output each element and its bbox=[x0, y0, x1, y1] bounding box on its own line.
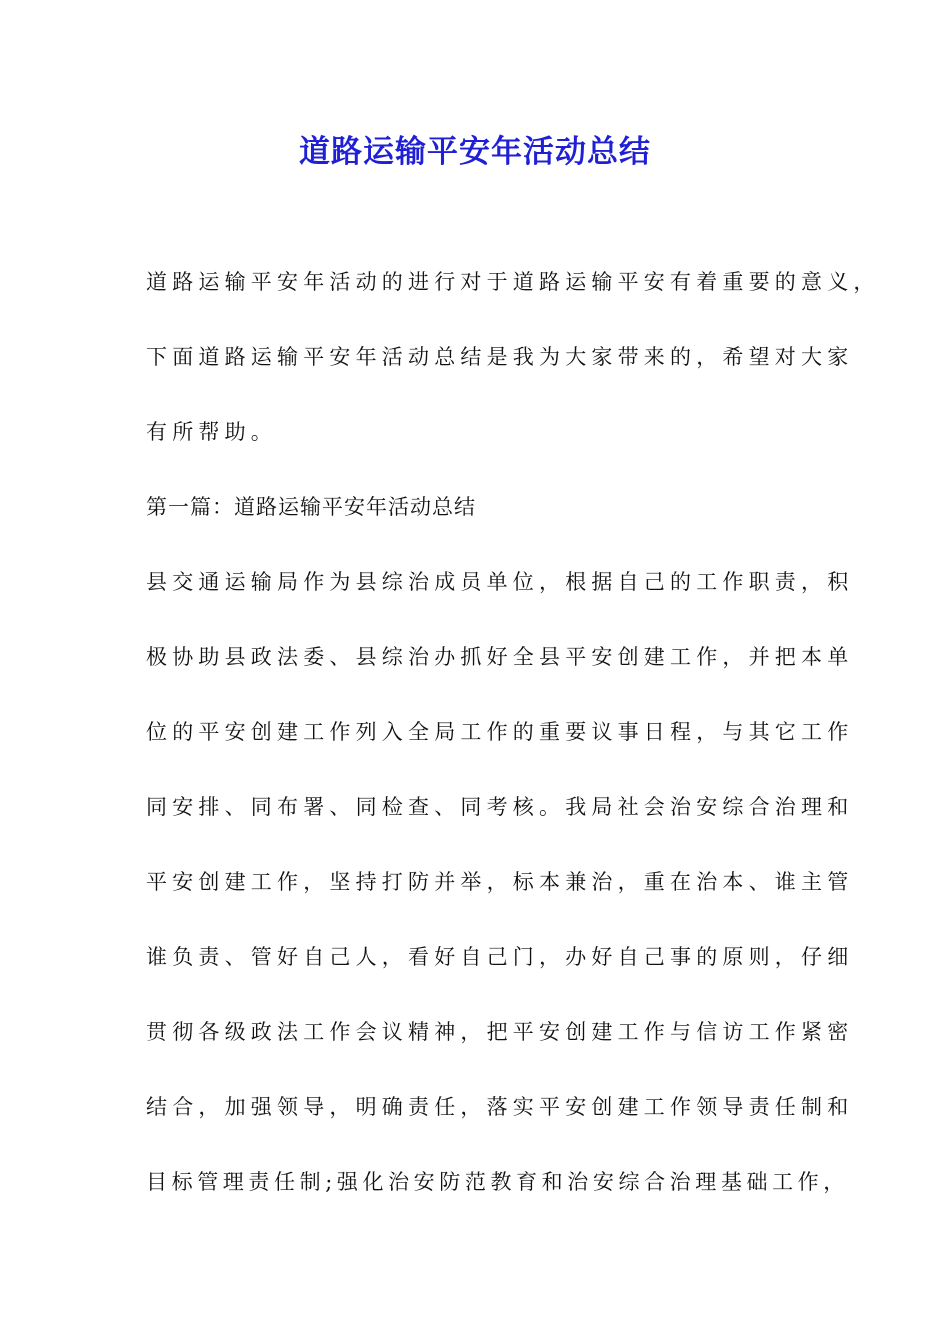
paragraph-line-12: 结合，加强领导，明确责任，落实平安创建工作领导责任制和 bbox=[146, 1095, 854, 1119]
paragraph-line-3: 有所帮助。 bbox=[146, 420, 277, 444]
paragraph-line-2: 下面道路运输平安年活动总结是我为大家带来的，希望对大家 bbox=[146, 345, 854, 369]
paragraph-line-7: 位的平安创建工作列入全局工作的重要议事日程，与其它工作 bbox=[146, 720, 854, 744]
paragraph-line-6: 极协助县政法委、县综治办抓好全县平安创建工作，并把本单 bbox=[146, 645, 854, 669]
paragraph-line-10: 谁负责、管好自己人，看好自己门，办好自己事的原则，仔细 bbox=[146, 945, 854, 969]
paragraph-line-1: 道路运输平安年活动的进行对于道路运输平安有着重要的意义， bbox=[146, 270, 880, 294]
paragraph-line-8: 同安排、同布署、同检查、同考核。我局社会治安综合治理和 bbox=[146, 795, 854, 819]
paragraph-line-5: 县交通运输局作为县综治成员单位，根据自己的工作职责，积 bbox=[146, 570, 854, 594]
paragraph-line-11: 贯彻各级政法工作会议精神，把平安创建工作与信访工作紧密 bbox=[146, 1020, 854, 1044]
document-title: 道路运输平安年活动总结 bbox=[299, 134, 651, 170]
section-heading: 第一篇：道路运输平安年活动总结 bbox=[146, 495, 476, 519]
paragraph-line-9: 平安创建工作，坚持打防并举，标本兼治，重在治本、谁主管 bbox=[146, 870, 854, 894]
paragraph-line-13: 目标管理责任制;强化治安防范教育和治安综合治理基础工作， bbox=[146, 1170, 849, 1194]
